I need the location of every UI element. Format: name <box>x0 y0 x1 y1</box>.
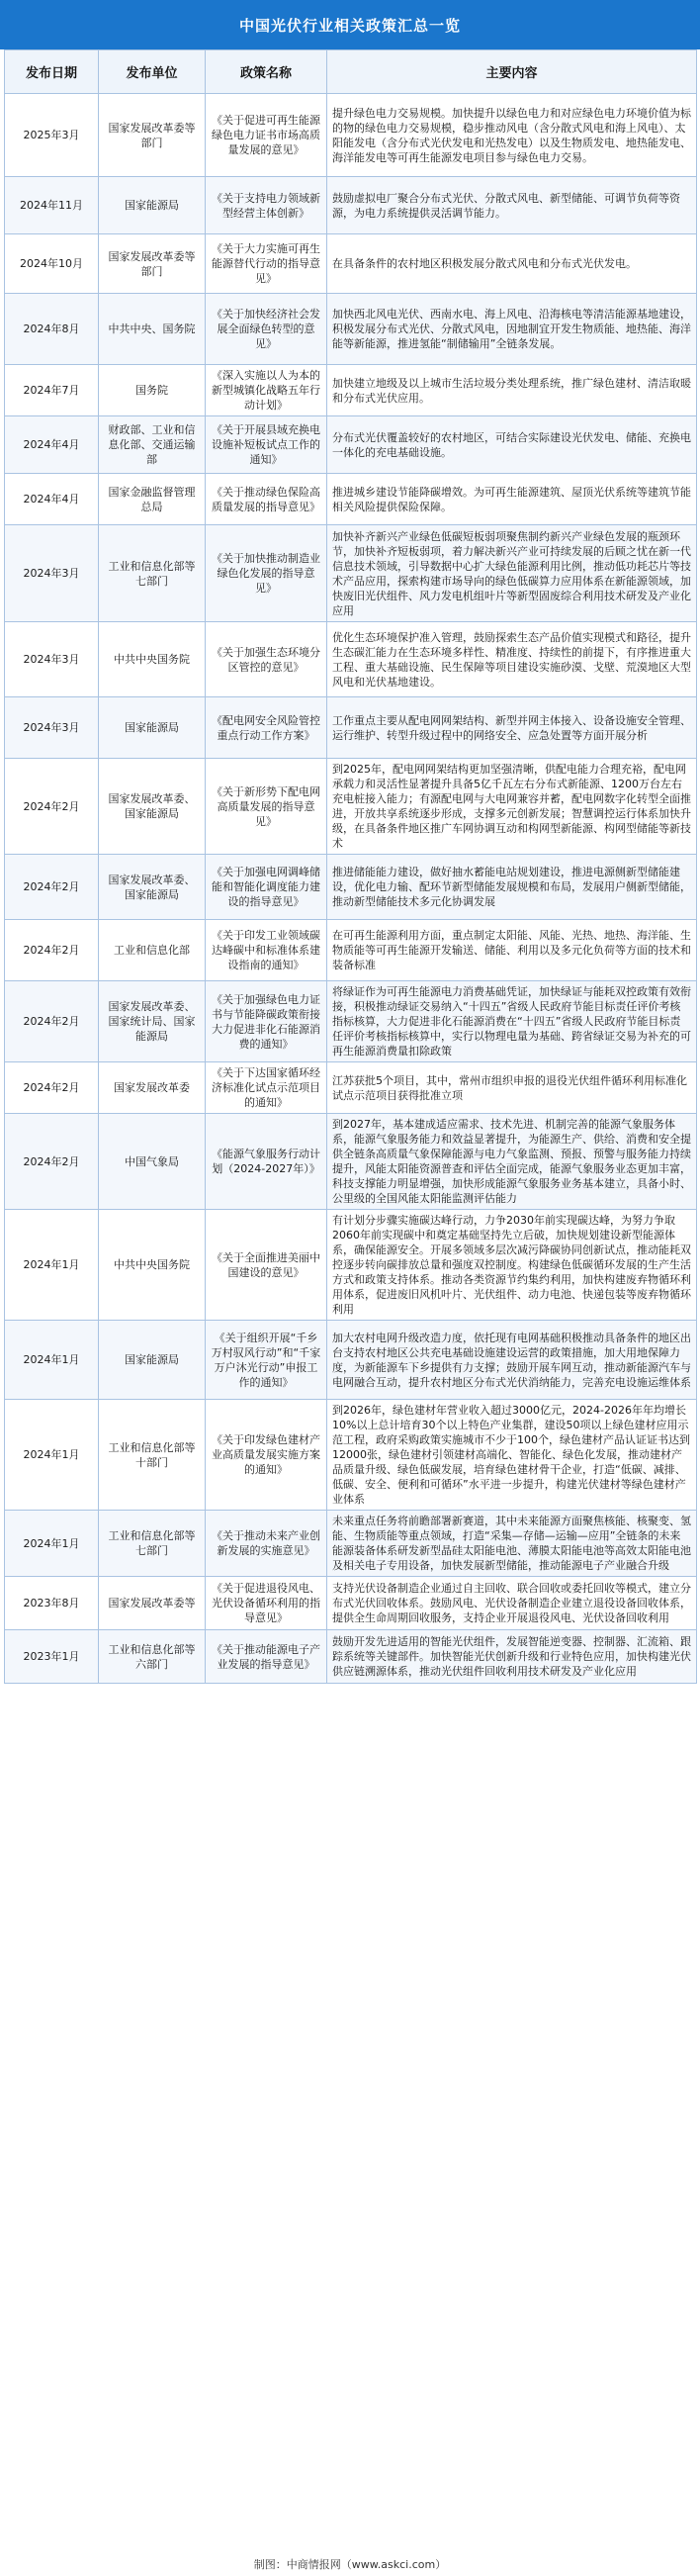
policy-name: 《深入实施以人为本的新型城镇化战略五年行动计划》 <box>206 365 327 416</box>
policy-date: 2024年3月 <box>5 622 99 697</box>
policy-content: 江苏获批5个项目，其中，常州市组织申报的退役光伏组件循环利用标准化试点示范项目获得批准立项 <box>327 1062 697 1114</box>
policy-name: 《关于促进可再生能源绿色电力证书市场高质量发展的意见》 <box>206 94 327 177</box>
policy-content: 支持光伏设备制造企业通过自主回收、联合回收或委托回收等模式，建立分布式光伏回收体系。鼓励风电、光伏设备制造企业建立退役设备回收体系，提供全生命周期回收服务，支持企业开展退役风电、光伏设备回收利用 <box>327 1577 697 1630</box>
policy-content: 推进储能能力建设，做好抽水蓄能电站规划建设，推进电源侧新型储能建设，优化电力输、配环节新型储能发展规模和布局，发展用户侧新型储能，推动新型储能技术多元化协调发展 <box>327 855 697 920</box>
policy-unit: 国家能源局 <box>99 697 206 759</box>
table-row <box>5 855 697 920</box>
policy-unit: 国家发展改革委等部门 <box>99 94 206 177</box>
policy-name: 《关于推动能源电子产业发展的指导意见》 <box>206 1630 327 1684</box>
policy-date: 2024年4月 <box>5 474 99 525</box>
policy-content: 加快西北风电光伏、西南水电、海上风电、沿海核电等清洁能源基地建设，积极发展分布式光伏、分散式风电，因地制宜开发生物质能、地热能、海洋能等新能源，推进氢能“制储输用”全链条发展。 <box>327 294 697 365</box>
policy-name: 《关于全面推进美丽中国建设的意见》 <box>206 1210 327 1321</box>
table-row <box>5 416 697 474</box>
policy-content: 在具备条件的农村地区积极发展分散式风电和分布式光伏发电。 <box>327 234 697 294</box>
policy-unit: 国家发展改革委、国家能源局 <box>99 855 206 920</box>
policy-unit: 国家发展改革委等部门 <box>99 234 206 294</box>
policy-date: 2024年2月 <box>5 920 99 981</box>
policy-date: 2024年3月 <box>5 525 99 622</box>
policy-name: 《关于支持电力领域新型经营主体创新》 <box>206 177 327 234</box>
policy-date: 2024年2月 <box>5 981 99 1062</box>
table-row <box>5 234 697 294</box>
table-row <box>5 1577 697 1630</box>
policy-unit: 中共中央、国务院 <box>99 294 206 365</box>
table-body <box>5 94 697 1684</box>
policy-date: 2024年11月 <box>5 177 99 234</box>
policy-content: 到2026年，绿色建材年营业收入超过3000亿元，2024-2026年年均增长10%以上总计培育30个以上特色产业集群，建设50项以上绿色建材应用示范工程，政府采购政策实施城市不少于100个，绿色建材产品认证证书达到12000张，绿色建材引领建材高端化、智能化、绿色化发展，推动建材产品质量升级、绿色低碳发展，培育绿色建材骨干企业，打造“低碳、减排、低碳、安全、便利和可循环”水平进一步提升，构建光伏建材等绿色建材产业体系 <box>327 1400 697 1511</box>
policy-unit: 中国气象局 <box>99 1114 206 1210</box>
page-title: 中国光伏行业相关政策汇总一览 <box>0 0 700 49</box>
table-row <box>5 1511 697 1577</box>
header-date: 发布日期 <box>5 50 99 94</box>
policy-unit: 工业和信息化部 <box>99 920 206 981</box>
policy-date: 2023年1月 <box>5 1630 99 1684</box>
policy-date: 2024年2月 <box>5 855 99 920</box>
policy-date: 2024年3月 <box>5 697 99 759</box>
table-row <box>5 622 697 697</box>
policy-name: 《能源气象服务行动计划（2024-2027年）》 <box>206 1114 327 1210</box>
policy-date: 2024年2月 <box>5 1114 99 1210</box>
source-footer: 制图：中商情报网（www.askci.com） <box>253 2558 447 2571</box>
table-row <box>5 981 697 1062</box>
policy-content: 未来重点任务将前瞻部署新赛道，其中未来能源方面聚焦核能、核聚变、氢能、生物质能等重点领域，打造“采集—存储—运输—应用”全链条的未来能源装备体系研发新型晶硅太阳能电池、薄膜太阳能电池等高效太阳能电池及相关电子专用设备，加快发展新型储能，推动能源电子产业融合升级 <box>327 1511 697 1577</box>
policy-content: 到2027年，基本建成适应需求、技术先进、机制完善的能源气象服务体系，能源气象服务能力和效益显著提升，为能源生产、供给、消费和安全提供全链条高质量气象保障能源与电力气象监测、预报、预警与服务能力持续提升，风能太阳能资源普查和评估全面完成，能源气象服务业态更加丰富，科技支撑能力明显增强，加快形成能源气象服务业务基本建立，具备小时、公里级的全国风能太阳能监测评估能力 <box>327 1114 697 1210</box>
table-row <box>5 365 697 416</box>
policy-content: 分布式光伏覆盖较好的农村地区，可结合实际建设光伏发电、储能、充换电一体化的充电基础设施。 <box>327 416 697 474</box>
table-row <box>5 525 697 622</box>
policy-unit: 国家金融监督管理总局 <box>99 474 206 525</box>
policy-name: 《关于印发绿色建材产业高质量发展实施方案的通知》 <box>206 1400 327 1511</box>
policy-date: 2024年7月 <box>5 365 99 416</box>
policy-content: 在可再生能源利用方面，重点制定太阳能、风能、光热、地热、海洋能、生物质能等可再生能源开发输送、储能、利用以及多元化负荷等方面的技术和装备标准 <box>327 920 697 981</box>
header-name: 政策名称 <box>206 50 327 94</box>
policy-name: 《关于促进退役风电、光伏设备循环利用的指导意见》 <box>206 1577 327 1630</box>
policy-unit: 国家能源局 <box>99 1321 206 1400</box>
policy-name: 《关于推动未来产业创新发展的实施意见》 <box>206 1511 327 1577</box>
policy-content: 有计划分步骤实施碳达峰行动，力争2030年前实现碳达峰，为努力争取2060年前实现碳中和奠定基础坚持先立后破，加快规划建设新型能源体系，确保能源安全。开展多领域多层次减污降碳协同创新试点，推动能耗双控逐步转向碳排放总量和强度双控制度。构建绿色低碳循环发展的生产生活方式和政策支持体系。推动各类资源节约集约利用，加快构建废弃物循环利用体系，促进废旧风机叶片、光伏组件、动力电池、快递包装等废弃物循环利用 <box>327 1210 697 1321</box>
policy-unit: 工业和信息化部等六部门 <box>99 1630 206 1684</box>
policy-content: 加大农村电网升级改造力度，依托现有电网基础积极推动具备条件的地区出台支持农村地区公共充电基础设施建设运营的政策措施，加大用地保障力度，为新能源车下乡提供有力支撑；鼓励开展车网互动，推动新能源汽车与电网融合互动，提升农村地区分布式光伏消纳能力，完善充电设施运维体系 <box>327 1321 697 1400</box>
table-row <box>5 474 697 525</box>
table-row <box>5 759 697 855</box>
policy-date: 2024年2月 <box>5 1062 99 1114</box>
policy-unit: 中共中央国务院 <box>99 622 206 697</box>
table-row <box>5 177 697 234</box>
policy-date: 2024年10月 <box>5 234 99 294</box>
table-row <box>5 94 697 177</box>
policy-content: 到2025年，配电网网架结构更加坚强清晰，供配电能力合理充裕，配电网承载力和灵活性显著提升具备5亿千瓦左右分布式新能源、1200万台左右充电桩接入能力；有源配电网与大电网兼容并蓄，配电网数字化转型全面推进，开放共享系统逐步形成，支撑多元创新发展；智慧调控运行体系加快升级，在具备条件地区推广车网协调互动和构网型新能源、构网型储能等新技术 <box>327 759 697 855</box>
policy-content: 工作重点主要从配电网网架结构、新型并网主体接入、设备设施安全管理、运行维护、转型升级过程中的网络安全、应急处置等方面开展分析 <box>327 697 697 759</box>
policy-name: 《关于下达国家循环经济标准化试点示范项目的通知》 <box>206 1062 327 1114</box>
policy-content: 加快建立地级及以上城市生活垃圾分类处理系统，推广绿色建材、清洁取暖和分布式光伏应用。 <box>327 365 697 416</box>
table-row <box>5 697 697 759</box>
table-row <box>5 1400 697 1511</box>
policy-date: 2023年8月 <box>5 1577 99 1630</box>
policy-name: 《关于加强绿色电力证书与节能降碳政策衔接大力促进非化石能源消费的通知》 <box>206 981 327 1062</box>
policy-name: 《关于大力实施可再生能源替代行动的指导意见》 <box>206 234 327 294</box>
policy-name: 《配电网安全风险管控重点行动工作方案》 <box>206 697 327 759</box>
table-row <box>5 1210 697 1321</box>
table-row <box>5 1114 697 1210</box>
policy-content: 鼓励开发先进适用的智能光伏组件，发展智能逆变器、控制器、汇流箱、跟踪系统等关键部件。加快智能光伏创新升级和行业特色应用，加快构建光伏供应链溯源体系，推动光伏组件回收利用技术研发及产业化应用 <box>327 1630 697 1684</box>
policy-date: 2024年2月 <box>5 759 99 855</box>
table-header-row <box>5 50 697 94</box>
policy-date: 2024年4月 <box>5 416 99 474</box>
policy-unit: 工业和信息化部等十部门 <box>99 1400 206 1511</box>
policy-name: 《关于加快推动制造业绿色化发展的指导意见》 <box>206 525 327 622</box>
policy-unit: 工业和信息化部等七部门 <box>99 1511 206 1577</box>
policy-name: 《关于加快经济社会发展全面绿色转型的意见》 <box>206 294 327 365</box>
header-content: 主要内容 <box>327 50 697 94</box>
policy-name: 《关于开展县域充换电设施补短板试点工作的通知》 <box>206 416 327 474</box>
policy-unit: 财政部、工业和信息化部、交通运输部 <box>99 416 206 474</box>
policy-content: 加快补齐新兴产业绿色低碳短板弱项聚焦制约新兴产业绿色发展的瓶颈环节，加快补齐短板弱项，着力解决新兴产业可持续发展的后顾之忧在新一代信息技术领域，引导数据中心扩大绿色能源利用比例，推动低功耗芯片等技术产品应用，探索构建市场导向的绿色低碳算力应用体系在新能源领域，加快废旧光伏组件、风力发电机组叶片等新型固废综合利用技术研发及产业化应用 <box>327 525 697 622</box>
policy-content: 鼓励虚拟电厂聚合分布式光伏、分散式风电、新型储能、可调节负荷等资源，为电力系统提供灵活调节能力。 <box>327 177 697 234</box>
policy-name: 《关于加强电网调峰储能和智能化调度能力建设的指导意见》 <box>206 855 327 920</box>
policy-date: 2024年1月 <box>5 1400 99 1511</box>
policy-date: 2025年3月 <box>5 94 99 177</box>
table-row <box>5 1321 697 1400</box>
policy-unit: 中共中央国务院 <box>99 1210 206 1321</box>
policy-date: 2024年8月 <box>5 294 99 365</box>
table-row <box>5 920 697 981</box>
policy-content: 提升绿色电力交易规模。加快提升以绿色电力和对应绿色电力环境价值为标的物的绿色电力交易规模，稳步推动风电（含分散式风电和海上风电）、太阳能发电（含分布式光伏发电和光热发电）以及生物质发电、地热能发电、海洋能发电等可再生能源发电项目参与绿色电力交易。 <box>327 94 697 177</box>
policy-content: 推进城乡建设节能降碳增效。为可再生能源建筑、屋顶光伏系统等建筑节能相关风险提供保险保障。 <box>327 474 697 525</box>
policy-content: 将绿证作为可再生能源电力消费基础凭证，加快绿证与能耗双控政策有效衔接，积极推动绿证交易纳入“十四五”省级人民政府节能目标责任评价考核指标核算，大力促进非化石能源消费在“十四五”省级人民政府节能目标责任评价考核指标核算中，实行以物理电量为基础、跨省绿证交易为补充的可再生能源消费量扣除政策 <box>327 981 697 1062</box>
policy-name: 《关于加强生态环境分区管控的意见》 <box>206 622 327 697</box>
policy-date: 2024年1月 <box>5 1210 99 1321</box>
policy-table <box>4 49 697 1684</box>
policy-content: 优化生态环境保护准入管理，鼓励探索生态产品价值实现模式和路径，提升生态碳汇能力在生态环境多样性、精准度、持续性的前提下，有序推进重大工程、重大基础设施、民生保障等项目建设实施砂漠、戈壁、荒漠地区大型风电和光伏基地建设。 <box>327 622 697 697</box>
policy-name: 《关于组织开展“千乡万村驭风行动”和“千家万户沐光行动”申报工作的通知》 <box>206 1321 327 1400</box>
policy-unit: 国家发展改革委 <box>99 1062 206 1114</box>
policy-unit: 工业和信息化部等七部门 <box>99 525 206 622</box>
policy-unit: 国务院 <box>99 365 206 416</box>
table-row <box>5 1630 697 1684</box>
policy-unit: 国家能源局 <box>99 177 206 234</box>
table-row <box>5 1062 697 1114</box>
policy-name: 《关于新形势下配电网高质量发展的指导意见》 <box>206 759 327 855</box>
policy-date: 2024年1月 <box>5 1321 99 1400</box>
header-unit: 发布单位 <box>99 50 206 94</box>
table-row <box>5 294 697 365</box>
policy-name: 《关于推动绿色保险高质量发展的指导意见》 <box>206 474 327 525</box>
policy-date: 2024年1月 <box>5 1511 99 1577</box>
policy-unit: 国家发展改革委、国家统计局、国家能源局 <box>99 981 206 1062</box>
policy-unit: 国家发展改革委等 <box>99 1577 206 1630</box>
policy-unit: 国家发展改革委、国家能源局 <box>99 759 206 855</box>
policy-name: 《关于印发工业领域碳达峰碳中和标准体系建设指南的通知》 <box>206 920 327 981</box>
